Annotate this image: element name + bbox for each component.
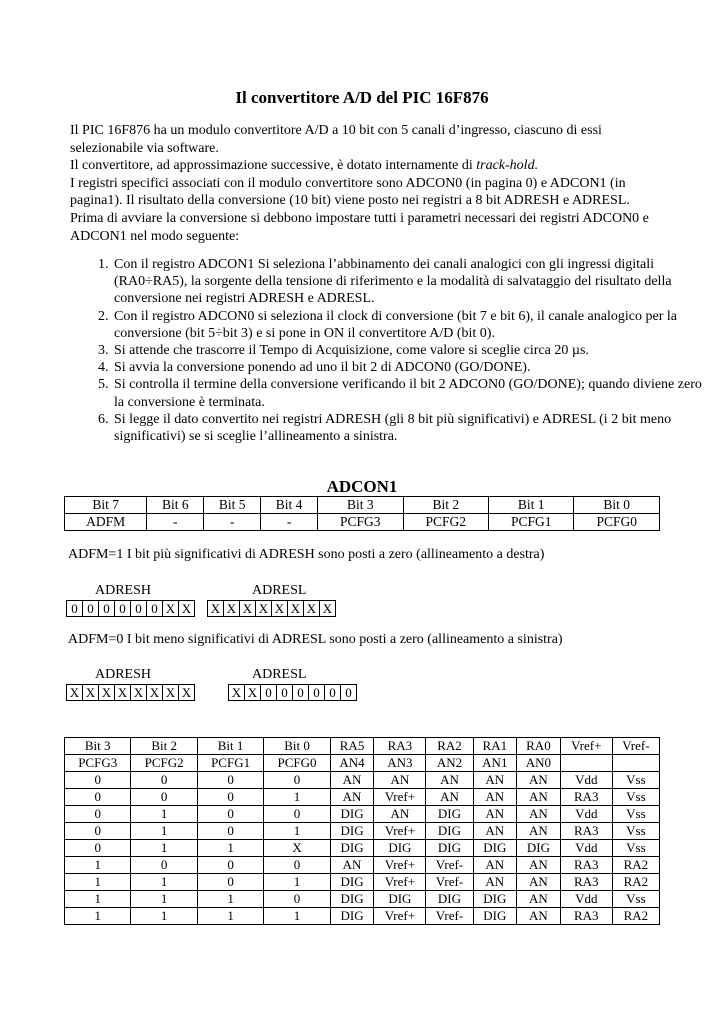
table-cell: X — [264, 840, 330, 857]
table-cell: AN2 — [426, 755, 473, 772]
table-cell: 0 — [264, 806, 330, 823]
intro-paragraph-4: Prima di avviare la conversione si debbono impostare tutti i parametri necessari dei registri ADCON0 e ADCON1 nel modo seguente: — [70, 210, 649, 244]
table-cell: PCFG2 — [131, 755, 197, 772]
pcfg-header-row — [65, 738, 660, 755]
table-cell: Vss — [612, 891, 659, 908]
table-cell: AN0 — [517, 755, 561, 772]
table-cell: 0 — [65, 806, 131, 823]
table-cell: Vref- — [426, 857, 473, 874]
step-item: 4. Si avvia la conversione ponendo ad uno il bit 2 di ADCON0 (GO/DONE). — [112, 359, 702, 376]
bit-cell: 0 — [261, 685, 277, 701]
table-cell: AN — [374, 806, 426, 823]
bit-cell: X — [163, 685, 179, 701]
intro-paragraph-2 — [70, 157, 670, 175]
table-cell: Vdd — [560, 891, 612, 908]
table-cell: DIG — [426, 806, 473, 823]
table-cell: PCFG3 — [65, 755, 131, 772]
bit-cell: X — [179, 601, 195, 617]
table-cell: AN — [517, 891, 561, 908]
table-cell: AN — [473, 772, 517, 789]
table-cell: DIG — [473, 840, 517, 857]
table-cell: AN — [517, 772, 561, 789]
table-cell: AN — [426, 789, 473, 806]
table-cell: PCFG1 — [197, 755, 263, 772]
table-cell: RA3 — [560, 789, 612, 806]
table-cell: RA2 — [612, 857, 659, 874]
table-cell: 0 — [65, 789, 131, 806]
table-cell: 1 — [197, 908, 263, 925]
table-cell: AN — [473, 857, 517, 874]
pcfg-subheader-row — [65, 755, 660, 772]
bit-cell: X — [179, 685, 195, 701]
table-cell: Vdd — [560, 806, 612, 823]
table-cell: 1 — [264, 908, 330, 925]
table-cell: AN — [330, 772, 374, 789]
table-row — [65, 806, 660, 823]
bit-cell: X — [99, 685, 115, 701]
table-cell: PCFG0 — [574, 514, 660, 531]
table-cell: RA3 — [560, 874, 612, 891]
table-row — [65, 823, 660, 840]
table-cell: AN — [517, 908, 561, 925]
table-cell: Bit 3 — [318, 497, 403, 514]
bit-cell: 0 — [293, 685, 309, 701]
table-cell: AN4 — [330, 755, 374, 772]
bit-cell: X — [115, 685, 131, 701]
table-cell: AN — [517, 857, 561, 874]
table-cell: PCFG1 — [489, 514, 574, 531]
adcon1-header-row — [65, 497, 660, 514]
table-cell: DIG — [374, 891, 426, 908]
adcon1-title: ADCON1 — [326, 477, 398, 496]
bit-cell: X — [147, 685, 163, 701]
table-cell: RA3 — [374, 738, 426, 755]
table-cell: RA3 — [560, 857, 612, 874]
adcon1-values-row — [65, 514, 660, 531]
table-cell: RA2 — [612, 874, 659, 891]
intro-text — [70, 122, 670, 245]
table-cell: 0 — [65, 823, 131, 840]
table-cell: 1 — [131, 806, 197, 823]
table-cell: 0 — [264, 857, 330, 874]
bit-cell: X — [288, 601, 304, 617]
table-cell: RA0 — [517, 738, 561, 755]
table-cell: RA3 — [560, 823, 612, 840]
table-cell: Vref- — [612, 738, 659, 755]
table-cell: Bit 0 — [574, 497, 660, 514]
table-cell: AN — [517, 874, 561, 891]
table-cell: 1 — [264, 823, 330, 840]
bit-cell: X — [229, 685, 245, 701]
table-cell: ADFM — [65, 514, 147, 531]
bit-cell: X — [272, 601, 288, 617]
table-cell: 1 — [65, 874, 131, 891]
table-cell: 1 — [131, 908, 197, 925]
bit-cell: 0 — [131, 601, 147, 617]
pcfg-table-body — [65, 738, 660, 925]
table-cell: AN — [330, 789, 374, 806]
bit-cell: 0 — [147, 601, 163, 617]
table-cell: AN — [374, 772, 426, 789]
table-cell: 1 — [131, 840, 197, 857]
table-cell: Vss — [612, 840, 659, 857]
table-cell: DIG — [426, 891, 473, 908]
bit-cell: X — [131, 685, 147, 701]
adfm0-adresh-bits — [66, 684, 195, 701]
table-cell: RA5 — [330, 738, 374, 755]
table-cell: Vss — [612, 806, 659, 823]
table-cell: 0 — [65, 840, 131, 857]
table-cell: Vref- — [426, 908, 473, 925]
table-cell: DIG — [426, 823, 473, 840]
table-cell: 1 — [65, 908, 131, 925]
table-cell: Vref+ — [374, 908, 426, 925]
table-cell: Vref+ — [560, 738, 612, 755]
table-cell: 0 — [197, 772, 263, 789]
table-cell: - — [147, 514, 204, 531]
bit-cell: 0 — [67, 601, 83, 617]
table-cell: 1 — [131, 823, 197, 840]
table-cell: AN — [517, 806, 561, 823]
table-cell: DIG — [517, 840, 561, 857]
adfm0-note: ADFM=0 I bit meno significativi di ADRESL sono posti a zero (allineamento a sinistra) — [68, 632, 563, 647]
table-row — [65, 874, 660, 891]
table-cell: AN1 — [473, 755, 517, 772]
table-cell: - — [204, 514, 261, 531]
table-cell: Bit 2 — [131, 738, 197, 755]
table-cell: 0 — [197, 857, 263, 874]
bit-cell: X — [224, 601, 240, 617]
table-cell — [612, 755, 659, 772]
table-cell: DIG — [473, 891, 517, 908]
adcon1-register-table — [64, 496, 660, 531]
table-cell: Vdd — [560, 772, 612, 789]
adfm1-note: ADFM=1 I bit più significativi di ADRESH sono posti a zero (allineamento a destra) — [68, 547, 545, 562]
table-cell: RA2 — [426, 738, 473, 755]
table-cell: AN — [517, 789, 561, 806]
step-item: 3. Si attende che trascorre il Tempo di Acquisizione, come valore si sceglie circa 20 µs. — [112, 342, 702, 359]
table-cell: AN — [473, 823, 517, 840]
table-cell: Vss — [612, 823, 659, 840]
step-item: 2. Con il registro ADCON0 si seleziona il clock di conversione (bit 7 e bit 6), il canale analogico per la conversione (bit 5÷bit 3) e si pone in ON il convertitore A/D (bit 0). — [112, 308, 702, 342]
bit-cell: X — [208, 601, 224, 617]
table-cell: Vss — [612, 789, 659, 806]
table-cell: Vref+ — [374, 857, 426, 874]
table-cell: PCFG2 — [403, 514, 488, 531]
table-cell: DIG — [374, 840, 426, 857]
table-cell: Bit 2 — [403, 497, 488, 514]
table-cell: 1 — [197, 891, 263, 908]
table-row — [65, 891, 660, 908]
table-cell: AN — [426, 772, 473, 789]
table-cell: PCFG0 — [264, 755, 330, 772]
adfm1-adresl-label: ADRESL — [252, 583, 307, 598]
adfm1-adresl-bits — [207, 600, 336, 617]
table-cell: 0 — [65, 772, 131, 789]
table-cell: AN3 — [374, 755, 426, 772]
table-cell: RA2 — [612, 908, 659, 925]
table-cell: 1 — [131, 874, 197, 891]
bit-cell: 0 — [83, 601, 99, 617]
bit-cell: 0 — [277, 685, 293, 701]
table-cell: Vdd — [560, 840, 612, 857]
bit-cell: X — [67, 685, 83, 701]
step-item: 5. Si controlla il termine della conversione verificando il bit 2 ADCON0 (GO/DONE); quando diviene zero la conversione è terminata. — [112, 376, 702, 410]
table-row — [65, 908, 660, 925]
bit-cell: X — [83, 685, 99, 701]
pcfg-config-table — [64, 737, 660, 925]
table-cell: Bit 1 — [489, 497, 574, 514]
table-row — [65, 840, 660, 857]
intro-paragraph-1: Il PIC 16F876 ha un modulo convertitore A/D a 10 bit con 5 canali d’ingresso, ciascuno di essi selezionabile via software. — [70, 123, 602, 156]
bit-cell: X — [240, 601, 256, 617]
track-hold-term: track-hold. — [476, 158, 539, 174]
table-cell: DIG — [330, 840, 374, 857]
adfm0-adresl-label: ADRESL — [252, 667, 307, 682]
table-cell: Bit 7 — [65, 497, 147, 514]
table-cell: Vref+ — [374, 823, 426, 840]
bit-cell: X — [256, 601, 272, 617]
adfm0-adresl-bits — [228, 684, 357, 701]
adfm1-adresh-label: ADRESH — [95, 583, 152, 598]
table-cell: DIG — [330, 908, 374, 925]
table-cell: Bit 6 — [147, 497, 204, 514]
bit-cell: X — [320, 601, 336, 617]
table-cell: 1 — [65, 857, 131, 874]
page-title: Il convertitore A/D del PIC 16F876 — [235, 88, 489, 107]
table-cell: - — [261, 514, 318, 531]
table-cell: 0 — [131, 772, 197, 789]
table-cell: 0 — [131, 857, 197, 874]
intro-paragraph-3: I registri specifici associati con il modulo convertitore sono ADCON0 (in pagina 0) e ADCON1 (in pagina1). Il risultato della conversione (10 bit) viene posto nei registri a 8 bit ADRESH e ADRESL. — [70, 175, 630, 209]
table-cell: Vref- — [426, 874, 473, 891]
table-cell: DIG — [330, 891, 374, 908]
table-cell: Bit 1 — [197, 738, 263, 755]
table-cell: 1 — [65, 891, 131, 908]
table-cell: DIG — [330, 823, 374, 840]
table-cell: 1 — [264, 789, 330, 806]
table-cell: Vref+ — [374, 789, 426, 806]
table-cell: DIG — [473, 908, 517, 925]
setup-steps-list — [70, 256, 702, 445]
table-cell: DIG — [330, 806, 374, 823]
table-cell — [560, 755, 612, 772]
table-row — [65, 789, 660, 806]
table-cell: AN — [330, 857, 374, 874]
table-cell: AN — [517, 823, 561, 840]
bit-cell: X — [163, 601, 179, 617]
table-cell: 1 — [264, 874, 330, 891]
bit-cell: 0 — [115, 601, 131, 617]
table-cell: 1 — [197, 840, 263, 857]
bit-cell: X — [304, 601, 320, 617]
table-cell: Vss — [612, 772, 659, 789]
adfm0-adresh-label: ADRESH — [95, 667, 152, 682]
table-row — [65, 772, 660, 789]
table-cell: AN — [473, 789, 517, 806]
table-cell: 0 — [264, 891, 330, 908]
table-cell: 0 — [197, 823, 263, 840]
table-cell: AN — [473, 874, 517, 891]
bit-cell: 0 — [341, 685, 357, 701]
table-cell: Bit 5 — [204, 497, 261, 514]
table-cell: RA3 — [560, 908, 612, 925]
table-cell: 0 — [197, 874, 263, 891]
intro-paragraph-2-text: Il convertitore, ad approssimazione successive, è dotato internamente di — [70, 158, 477, 174]
bit-cell: 0 — [99, 601, 115, 617]
table-cell: DIG — [330, 874, 374, 891]
table-cell: Bit 0 — [264, 738, 330, 755]
bit-cell: 0 — [309, 685, 325, 701]
table-cell: AN — [473, 806, 517, 823]
table-cell: DIG — [426, 840, 473, 857]
bit-cell: X — [245, 685, 261, 701]
table-cell: Vref+ — [374, 874, 426, 891]
table-cell: Bit 4 — [261, 497, 318, 514]
step-item: 1. Con il registro ADCON1 Si seleziona l’abbinamento dei canali analogici con gli ingressi digitali (RA0÷RA5), la sorgente della tensione di riferimento e la modalità di salvataggio del risultato della conversione nei registri ADRESH e ADRESL. — [112, 256, 702, 308]
step-item: 6. Si legge il dato convertito nei registri ADRESH (gli 8 bit più significativi) e ADRESL (i 2 bit meno significativi) se si sceglie l’allineamento a sinistra. — [112, 411, 702, 445]
table-cell: Bit 3 — [65, 738, 131, 755]
bit-cell: 0 — [325, 685, 341, 701]
adfm1-adresh-bits — [66, 600, 195, 617]
table-cell: 0 — [197, 806, 263, 823]
table-cell: 0 — [131, 789, 197, 806]
table-cell: 0 — [264, 772, 330, 789]
table-cell: 0 — [197, 789, 263, 806]
table-row — [65, 857, 660, 874]
table-cell: 1 — [131, 891, 197, 908]
table-cell: PCFG3 — [318, 514, 403, 531]
table-cell: RA1 — [473, 738, 517, 755]
